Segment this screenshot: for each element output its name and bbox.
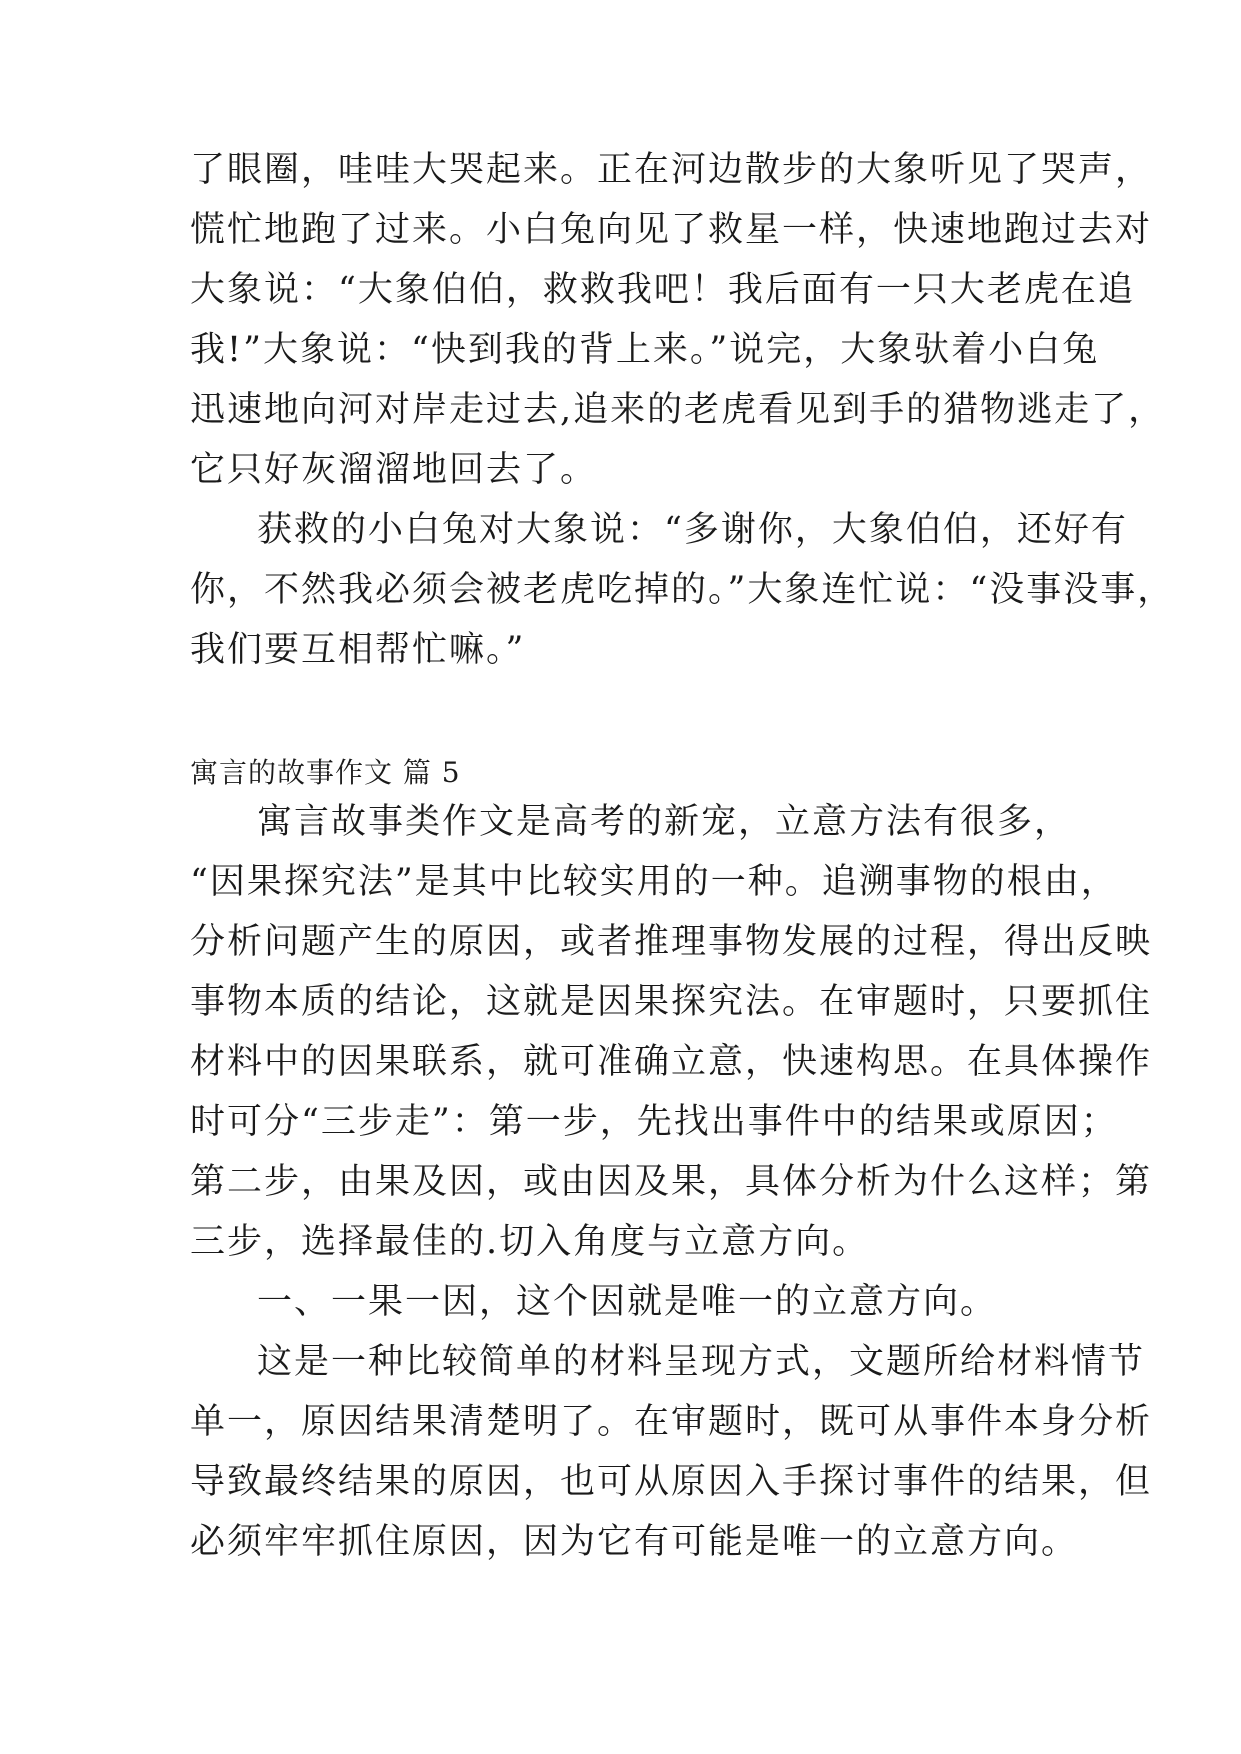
text-line: 分析问题产生的原因，或者推理事物发展的过程，得出反映 [190,922,1153,962]
text-line: 你，不然我必须会被老虎吃掉的。”大象连忙说：“没事没事， [190,570,1175,610]
section-heading: 寓言的故事作文 篇 5 [190,756,461,789]
text-line: 我!”大象说：“快到我的背上来。”说完，大象驮着小白兔 [190,330,1100,370]
text-line: 事物本质的结论，这就是因果探究法。在审题时，只要抓住 [190,982,1153,1022]
text-line: 一、一果一因，这个因就是唯一的立意方向。 [257,1282,998,1322]
text-line: 获救的小白兔对大象说：“多谢你，大象伯伯，还好有 [257,510,1128,550]
text-line: 慌忙地跑了过来。小白兔向见了救星一样，快速地跑过去对 [190,210,1153,250]
text-line: 迅速地向河对岸走过去,追来的老虎看见到手的猎物逃走了， [190,390,1166,430]
text-line: “因果探究法”是其中比较实用的一种。追溯事物的根由， [190,862,1118,902]
text-line: 这是一种比较简单的材料呈现方式，文题所给材料情节 [257,1342,1146,1382]
text-line: 材料中的因果联系，就可准确立意，快速构思。在具体操作 [190,1042,1153,1082]
text-line: 时可分“三步走”：第一步，先找出事件中的结果或原因； [190,1102,1118,1142]
text-line: 寓言故事类作文是高考的新宠，立意方法有很多， [257,802,1072,842]
text-line: 了眼圈，哇哇大哭起来。正在河边散步的大象听见了哭声， [190,150,1153,190]
text-line: 第二步，由果及因，或由因及果，具体分析为什么这样；第 [190,1162,1153,1202]
text-line: 导致最终结果的原因，也可从原因入手探讨事件的结果，但 [190,1462,1153,1502]
text-line: 三步，选择最佳的.切入角度与立意方向。 [190,1222,870,1262]
text-line: 单一，原因结果清楚明了。在审题时，既可从事件本身分析 [190,1402,1153,1442]
text-line: 必须牢牢抓住原因，因为它有可能是唯一的立意方向。 [190,1522,1079,1562]
text-line: 它只好灰溜溜地回去了。 [190,450,598,490]
text-line: 大象说：“大象伯伯，救救我吧！我后面有一只大老虎在追 [190,270,1135,310]
text-line: 我们要互相帮忙嘛。” [190,630,526,670]
